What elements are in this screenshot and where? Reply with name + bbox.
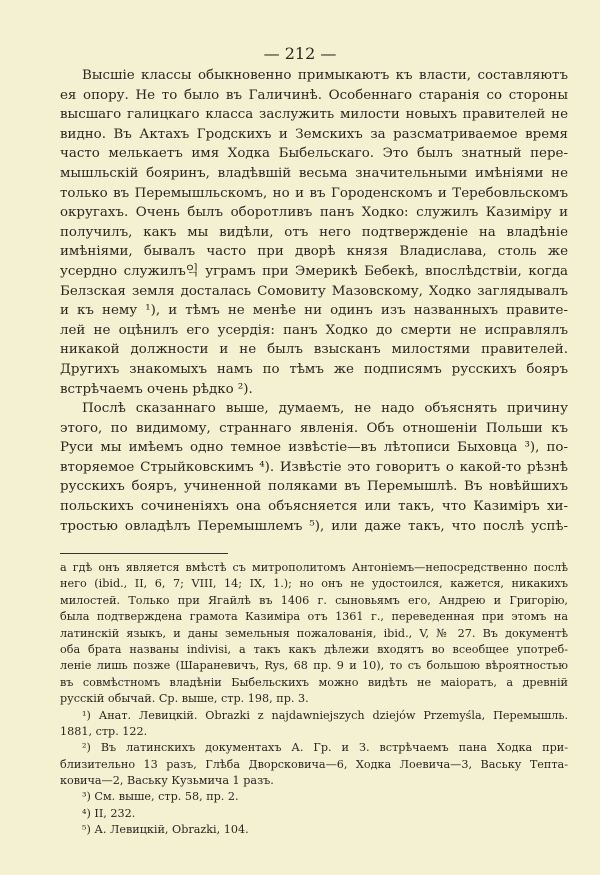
text-line: мышльскій бояринъ, владѣвшій весьма значительными имѣніями не — [60, 165, 568, 181]
text-line: Руси мы имѣемъ одно темное извѣстіе—въ лѣтописи Быховца ³), по- — [60, 440, 568, 456]
text-line: этого, по видимому, страннаго явленія. Объ отношеніи Польши къ — [60, 420, 568, 436]
text-line: тростью овладѣлъ Перемышлемъ ⁵), или даже такъ, что послѣ успѣ- — [60, 518, 568, 534]
footnote-line: въ совмѣстномъ владѣніи Быбельскихъ можно видѣть не маіоратъ, а древній — [60, 675, 568, 689]
footnote-line: а гдѣ онъ является вмѣстѣ съ митрополитомъ Антоніемъ—непосредственно послѣ — [60, 561, 568, 574]
text-line: часто мелькаетъ имя Ходка Быбельскаго. Это былъ знатный пере- — [60, 146, 568, 162]
text-line: имѣніями, бывалъ часто при дворѣ князя Владислава, столь же — [60, 244, 568, 260]
text-line: видно. Въ Актахъ Гродскихъ и Земскихъ за разсматриваемое время — [60, 126, 568, 142]
footnotes — [60, 560, 568, 839]
text-line: русскихъ бояръ, учиненной поляками въ Перемышлѣ. Въ новѣйшихъ — [60, 479, 568, 495]
footnote-line: 1881, стр. 122. — [60, 724, 148, 738]
footnote-line: ²) Въ латинскихъ документахъ А. Гр. и З. встрѣчаемъ пана Ходка при- — [82, 741, 568, 755]
text-line: лей не оцѣнилъ его усердія: панъ Ходко до смерти не исправлялъ — [60, 322, 568, 338]
footnote-line: ⁵) А. Левицкій, Obrazki, 104. — [82, 823, 249, 837]
text-line: Другихъ знакомыхъ намъ по тѣмъ же подписямъ русскихъ бояръ — [60, 361, 568, 377]
text-line: получилъ, какъ мы видѣли, отъ него подтвержденіе на владѣніе — [60, 224, 568, 240]
text-line: и къ нему ¹), и тѣмъ не менѣе ни одинъ изъ названныхъ правите- — [60, 303, 568, 319]
text-line: встрѣчаемъ очень рѣдко ²). — [60, 381, 253, 397]
text-line: польскихъ сочиненіяхъ она объясняется или такъ, что Казиміръ хи- — [60, 499, 568, 515]
page-number: — 212 — — [263, 44, 337, 63]
footnote-line: ³) См. выше, стр. 58, пр. 2. — [82, 790, 239, 804]
footnote-line: близительно 13 разъ, Глѣба Дворсковича—6, Ходка Лоевича—3, Ваську Тепта- — [60, 757, 568, 771]
footnote-line: ⁴) II, 232. — [82, 806, 136, 820]
footnote-line: милостей. Только при Ягайлѣ въ 1406 г. сыновьямъ его, Андрею и Григорію, — [60, 593, 568, 607]
footnote-line: латинскій языкъ, и даны земельныя пожалованія, ibid., V, № 27. Въ документѣ — [60, 626, 568, 640]
text-line: вторяемое Стрыйковскимъ ⁴). Извѣстіе это говоритъ о какой-то рѣзнѣ — [60, 459, 568, 475]
text-line: только въ Перемышльскомъ, но и въ Городенскомъ и Теребовльскомъ — [60, 185, 568, 201]
footnote-line: ковича—2, Ваську Кузьмича 1 разъ. — [60, 774, 274, 788]
footnote-line: оба брата названы indivisi, а такъ какъ дѣлежи входятъ во всеобщее употреб- — [60, 642, 568, 656]
footnote-line: была подтверждена грамота Казиміра отъ 1361 г., переведенная при этомъ на — [60, 610, 568, 624]
text-line: Белзская земля досталась Сомовиту Мазовскому, Ходко заглядывалъ — [60, 283, 568, 299]
text-line: Послѣ сказаннаго выше, думаемъ, не надо объяснять причину — [82, 401, 568, 417]
main-text — [60, 66, 568, 536]
footnote-line: леніе лишь позже (Шараневичъ, Rys, 68 пр. 9 и 10), то съ большою вѣроятностью — [60, 659, 568, 673]
text-line: Высшіе классы обыкновенно примыкаютъ къ власти, составляютъ — [82, 68, 568, 83]
text-line: никакой должности и не былъ взысканъ милостями правителей. — [60, 342, 568, 358]
footnote-line: ¹) Анат. Левицкій. Obrazki z najdawniejszych dziejów Przemyśla, Перемышль. — [82, 708, 568, 722]
footnote-line: русскій обычай. Ср. выше, стр. 198, пр. 3. — [60, 692, 309, 706]
text-line: ея опору. Не то было въ Галичинѣ. Особеннаго старанія со стороны — [60, 87, 568, 103]
footnote-divider — [60, 553, 228, 554]
text-line: округахъ. Очень былъ оборотливъ панъ Ходко: служилъ Казиміру и — [60, 205, 568, 221]
text-line: высшаго галицкаго класса заслужить милости новыхъ правителей не — [60, 107, 568, 123]
footnote-line: него (ibid., II, 6, 7; VIII, 14; IX, 1.); но онъ не удостоился, кажется, никакихъ — [60, 577, 568, 591]
text-line: усердно служилъ익 уграмъ при Эмерикѣ Бебекѣ, впослѣдствіи, когда — [60, 263, 568, 279]
